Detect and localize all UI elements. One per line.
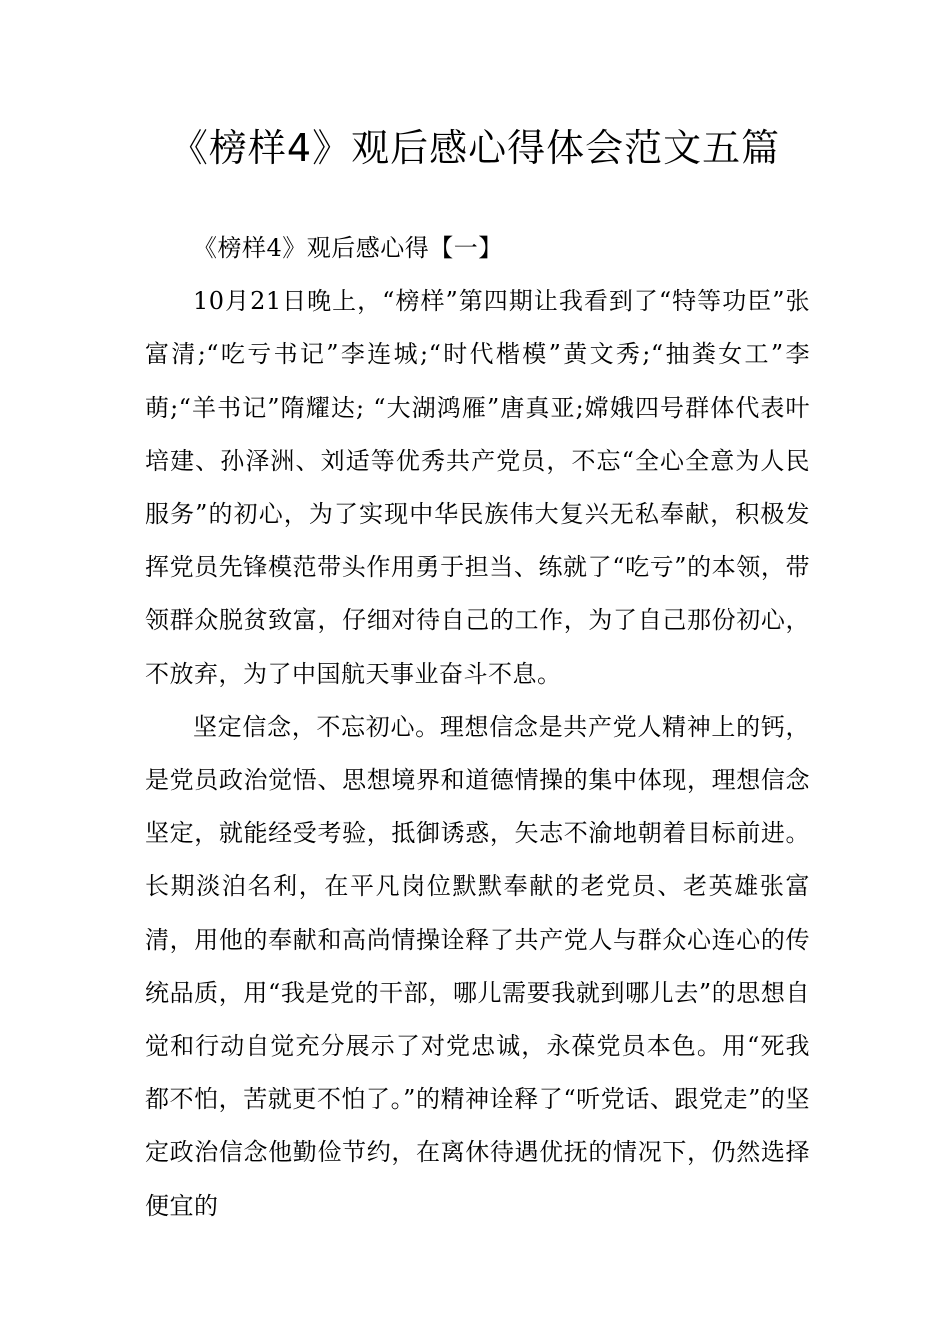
document-title: 《榜样4》观后感心得体会范文五篇 — [169, 126, 781, 170]
document-body — [145, 222, 810, 1233]
section-heading: 《榜样4》观后感心得【一】 — [193, 234, 503, 262]
paragraph: 坚定信念，不忘初心。理想信念是共产党人精神上的钙，是党员政治觉悟、思想境界和道德情操的集中体现，理想信念坚定，就能经受考验，抵御诱惑，矢志不渝地朝着目标前进。长期淡泊名利，在平凡岗位默默奉献的老党员、老英雄张富清，用他的奉献和高尚情操诠释了共产党人与群众心连心的传统品质，用“我是党的干部，哪儿需要我就到哪儿去”的思想自觉和行动自觉充分展示了对党忠诚，永葆党员本色。用“死我都不怕，苦就更不怕了。”的精神诠释了“听党话、跟党走”的坚定政治信念他勤俭节约，在离休待遇优抚的情况下，仍然选择便宜的 — [145, 712, 810, 1220]
paragraph: 10月21日晚上，“榜样”第四期让我看到了“特等功臣”张富清;“吃亏书记”李连城;“时代楷模”黄文秀;“抽粪女工”李萌;“羊书记”隋耀达; “大湖鸿雁”唐真亚;嫦娥四号群体代表叶培建、孙泽洲、刘适等优秀共产党员，不忘“全心全意为人民服务”的初心，为了实现中华民族伟大复兴无私奉献，积极发挥党员先锋模范带头作用勇于担当、练就了“吃亏”的本领，带领群众脱贫致富，仔细对待自己的工作，为了自己那份初心，不放弃，为了中国航天事业奋斗不息。 — [145, 287, 810, 688]
